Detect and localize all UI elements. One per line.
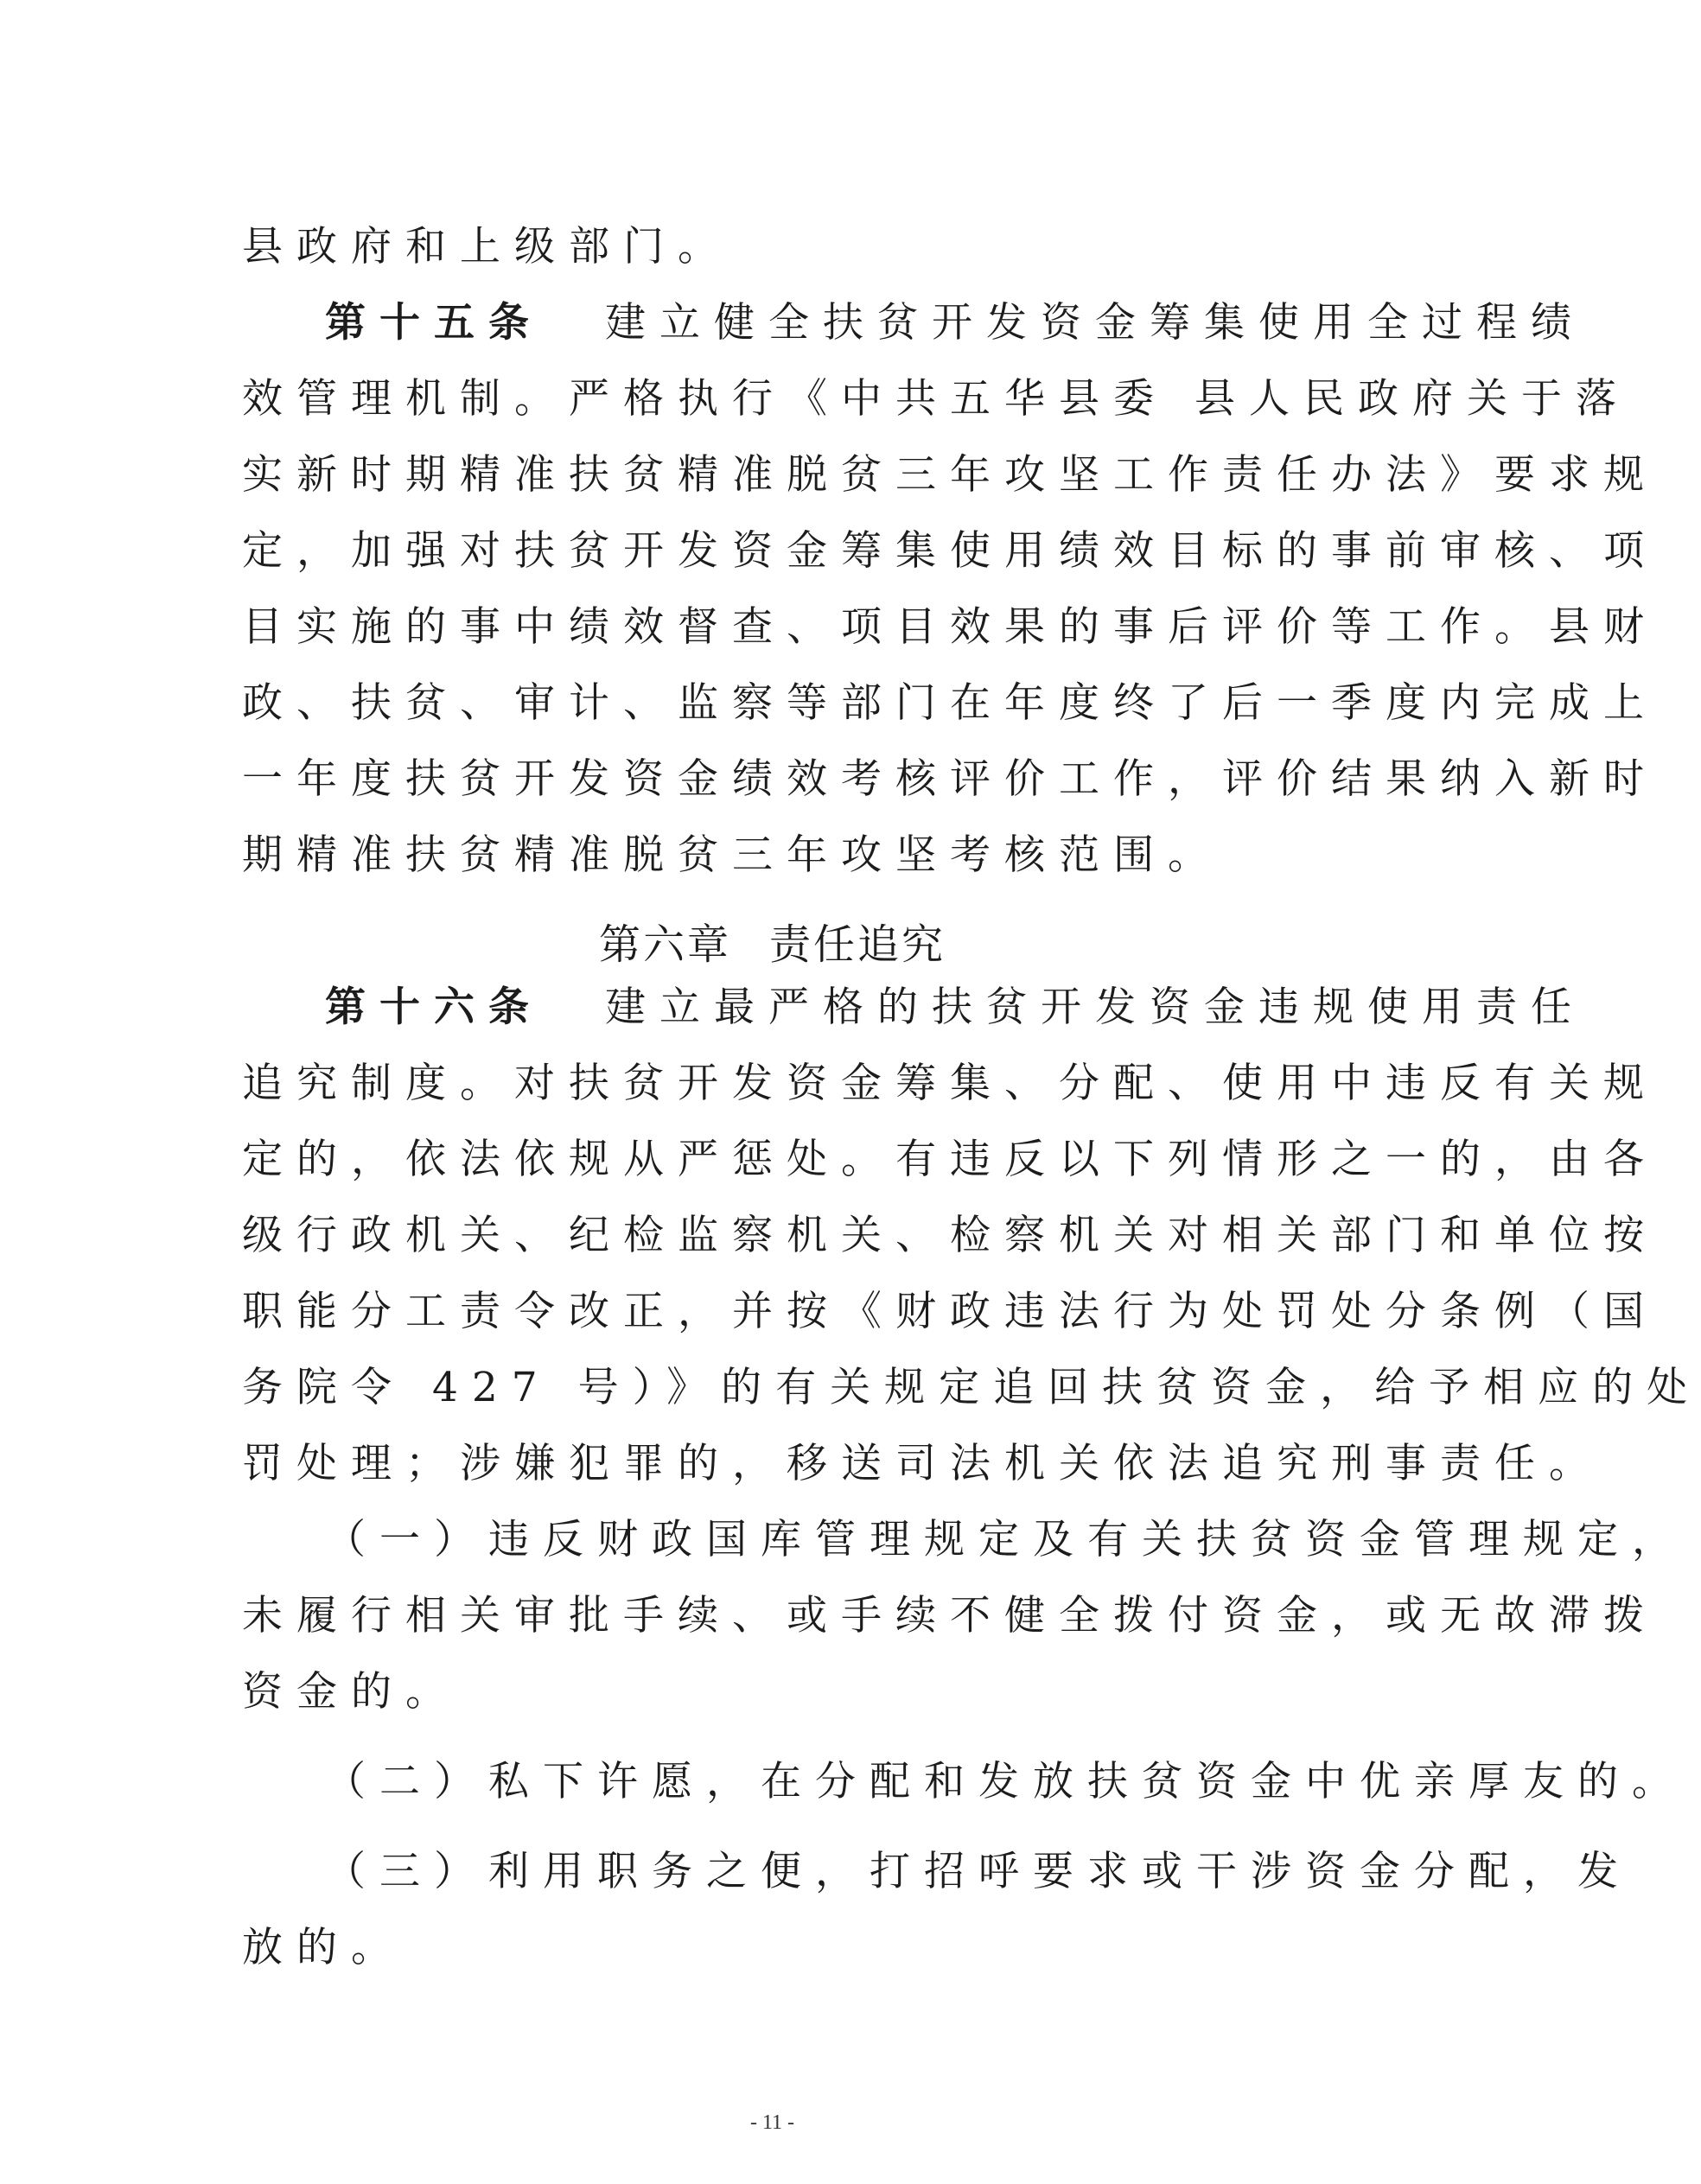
text-line: 一年度扶贫开发资金绩效考核评价工作，评价结果纳入新时: [242, 755, 1658, 803]
list-item-1: （一）违反财政国库管理规定及有关扶贫资金管理规定，: [325, 1516, 1686, 1563]
text-line: 县政府和上级部门。: [242, 223, 732, 271]
text-line: 罚处理；涉嫌犯罪的，移送司法机关依法追究刑事责任。: [242, 1440, 1603, 1487]
chapter-number: 第六章: [598, 920, 731, 969]
text-line: 目实施的事中绩效督查、项目效果的事后评价等工作。县财: [242, 603, 1658, 651]
chapter-title: 责任追究: [769, 920, 946, 969]
text-line: 定，加强对扶贫开发资金筹集使用绩效目标的事前审核、项: [242, 527, 1658, 575]
text-line: 定的，依法依规从严惩处。有违反以下列情形之一的，由各: [242, 1136, 1658, 1183]
text-line: 追究制度。对扶贫开发资金筹集、分配、使用中违反有关规: [242, 1060, 1658, 1107]
text-line: 未履行相关审批手续、或手续不健全拨付资金，或无故滞拨: [242, 1592, 1658, 1640]
text-line: 资金的。: [242, 1668, 460, 1716]
article-16-label: 第十六条: [325, 984, 543, 1031]
list-item-2: （二）私下许愿，在分配和发放扶贫资金中优亲厚友的。: [325, 1758, 1686, 1805]
text-line: 实新时期精准扶贫精准脱贫三年攻坚工作责任办法》要求规: [242, 451, 1658, 499]
chapter-heading: [0, 911, 1545, 971]
text-line: 职能分工责令改正，并按《财政违法行为处罚处分条例（国: [242, 1288, 1658, 1335]
text-line: 建立健全扶贫开发资金筹集使用全过程绩: [605, 299, 1585, 347]
list-item-3: （三）利用职务之便，打招呼要求或干涉资金分配，发: [325, 1848, 1632, 1895]
text-line: 务院令 427 号）》的有关规定追回扶贫资金，给予相应的处: [242, 1364, 1701, 1411]
text-line: 放的。: [242, 1924, 405, 1971]
text-line: 期精准扶贫精准脱贫三年攻坚考核范围。: [242, 831, 1222, 879]
text-line: 建立最严格的扶贫开发资金违规使用责任: [605, 984, 1585, 1031]
article-16-first-line: [325, 984, 1585, 1031]
text-line: 政、扶贫、审计、监察等部门在年度终了后一季度内完成上: [242, 679, 1658, 727]
article-15-first-line: [325, 299, 1585, 347]
article-15-label: 第十五条: [325, 299, 543, 347]
page-number: - 11 -: [749, 2111, 795, 2134]
text-line: 级行政机关、纪检监察机关、检察机关对相关部门和单位按: [242, 1212, 1658, 1259]
text-line: 效管理机制。严格执行《中共五华县委 县人民政府关于落: [242, 375, 1630, 423]
